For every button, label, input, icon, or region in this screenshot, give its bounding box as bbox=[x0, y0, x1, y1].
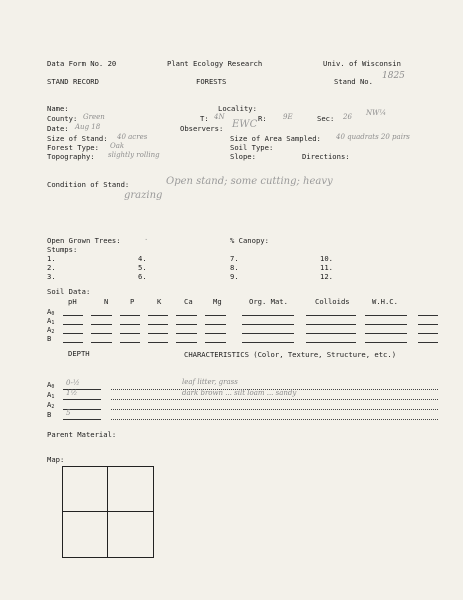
stumps-label: Stumps: bbox=[47, 245, 78, 254]
tree-number: 9. bbox=[230, 272, 239, 281]
soil-col-p: P bbox=[130, 297, 135, 306]
horizon-b: B bbox=[47, 410, 52, 419]
open-grown-label: Open Grown Trees: bbox=[47, 236, 121, 245]
t-label: T: bbox=[200, 114, 209, 123]
depth-b-value: 5 bbox=[66, 409, 71, 417]
map-grid bbox=[62, 466, 154, 558]
soil-row-a1: $A_1$ bbox=[47, 316, 55, 326]
locality-label: Locality: bbox=[218, 104, 257, 113]
soil-type-label: Soil Type: bbox=[230, 143, 274, 152]
tree-number: 1. bbox=[47, 254, 56, 263]
soil-col-org-mat: Org. Mat. bbox=[249, 297, 288, 306]
soil-col-whc: W.H.C. bbox=[372, 297, 398, 306]
sec-note: NW¼ bbox=[366, 109, 387, 117]
observers-value: EWC bbox=[232, 119, 258, 130]
tree-number: 8. bbox=[230, 263, 239, 272]
soil-row-b: B bbox=[47, 334, 52, 343]
r-label: R: bbox=[258, 114, 267, 123]
t-value: 4N bbox=[214, 113, 225, 121]
category: FORESTS bbox=[196, 77, 227, 86]
characteristic-a0-value: leaf litter, grass bbox=[182, 378, 238, 386]
program-title: Plant Ecology Research bbox=[167, 59, 263, 68]
form-number: Data Form No. 20 bbox=[47, 59, 117, 68]
tree-number: 7. bbox=[230, 254, 239, 263]
observers-label: Observers: bbox=[180, 124, 224, 133]
stray-mark: · bbox=[144, 235, 149, 244]
sec-label: Sec: bbox=[317, 114, 335, 123]
soil-col-mg: Mg bbox=[213, 297, 222, 306]
size-label: Size of Stand: bbox=[47, 134, 108, 143]
soil-col-colloids: Colloids bbox=[315, 297, 350, 306]
tree-number: 11. bbox=[320, 263, 333, 272]
date-value: Aug 18 bbox=[75, 123, 101, 131]
forest-type-value: Oak bbox=[110, 142, 125, 150]
depth-a1-value: 1½ bbox=[66, 389, 78, 397]
r-value: 9E bbox=[283, 113, 293, 121]
soil-row-a2: $A_2$ bbox=[47, 325, 55, 335]
tree-number: 12. bbox=[320, 272, 333, 281]
area-sampled-label: Size of Area Sampled: bbox=[230, 134, 321, 143]
tree-number: 6. bbox=[138, 272, 147, 281]
record-type: STAND RECORD bbox=[47, 77, 99, 86]
horizon-a0: $A_0$ bbox=[47, 380, 55, 390]
sec-value: 26 bbox=[343, 113, 352, 121]
soil-col-n: N bbox=[104, 297, 109, 306]
university: Univ. of Wisconsin bbox=[323, 59, 401, 68]
name-label: Name: bbox=[47, 104, 69, 113]
soil-col-ph: pH bbox=[68, 297, 77, 306]
directions-label: Directions: bbox=[302, 152, 350, 161]
topography-value: slightly rolling bbox=[108, 151, 160, 159]
tree-number: 3. bbox=[47, 272, 56, 281]
county-value: Green bbox=[83, 113, 105, 121]
tree-number: 10. bbox=[320, 254, 333, 263]
characteristic-a1-value: dark brown ... silt loam ... sandy bbox=[182, 389, 297, 397]
forest-type-label: Forest Type: bbox=[47, 143, 99, 152]
county-label: County: bbox=[47, 114, 78, 123]
depth-label: DEPTH bbox=[68, 349, 90, 358]
size-value: 40 acres bbox=[117, 133, 148, 141]
tree-number: 4. bbox=[138, 254, 147, 263]
date-label: Date: bbox=[47, 124, 69, 133]
soil-col-k: K bbox=[157, 297, 162, 306]
area-sampled-value: 40 quadrats 20 pairs bbox=[336, 133, 410, 141]
condition-label: Condition of Stand: bbox=[47, 180, 130, 189]
map-label: Map: bbox=[47, 455, 65, 464]
horizon-a1: $A_1$ bbox=[47, 390, 55, 400]
stand-no-value: 1825 bbox=[382, 71, 405, 81]
tree-number: 5. bbox=[138, 263, 147, 272]
parent-material-label: Parent Material: bbox=[47, 430, 117, 439]
soil-data-label: Soil Data: bbox=[47, 287, 91, 296]
soil-row-a0: $A_0$ bbox=[47, 307, 55, 317]
soil-col-ca: Ca bbox=[184, 297, 193, 306]
slope-label: Slope: bbox=[230, 152, 256, 161]
tree-number: 2. bbox=[47, 263, 56, 272]
canopy-label: % Canopy: bbox=[230, 236, 269, 245]
characteristics-label: CHARACTERISTICS (Color, Texture, Structure, etc.) bbox=[184, 350, 397, 359]
condition-value-line2: grazing bbox=[124, 190, 163, 201]
condition-value-line1: Open stand; some cutting; heavy bbox=[166, 176, 333, 187]
topography-label: Topography: bbox=[47, 152, 95, 161]
stand-no-label: Stand No. bbox=[334, 77, 373, 86]
horizon-a2: $A_2$ bbox=[47, 400, 55, 410]
depth-a0-value: 0-½ bbox=[66, 379, 80, 387]
